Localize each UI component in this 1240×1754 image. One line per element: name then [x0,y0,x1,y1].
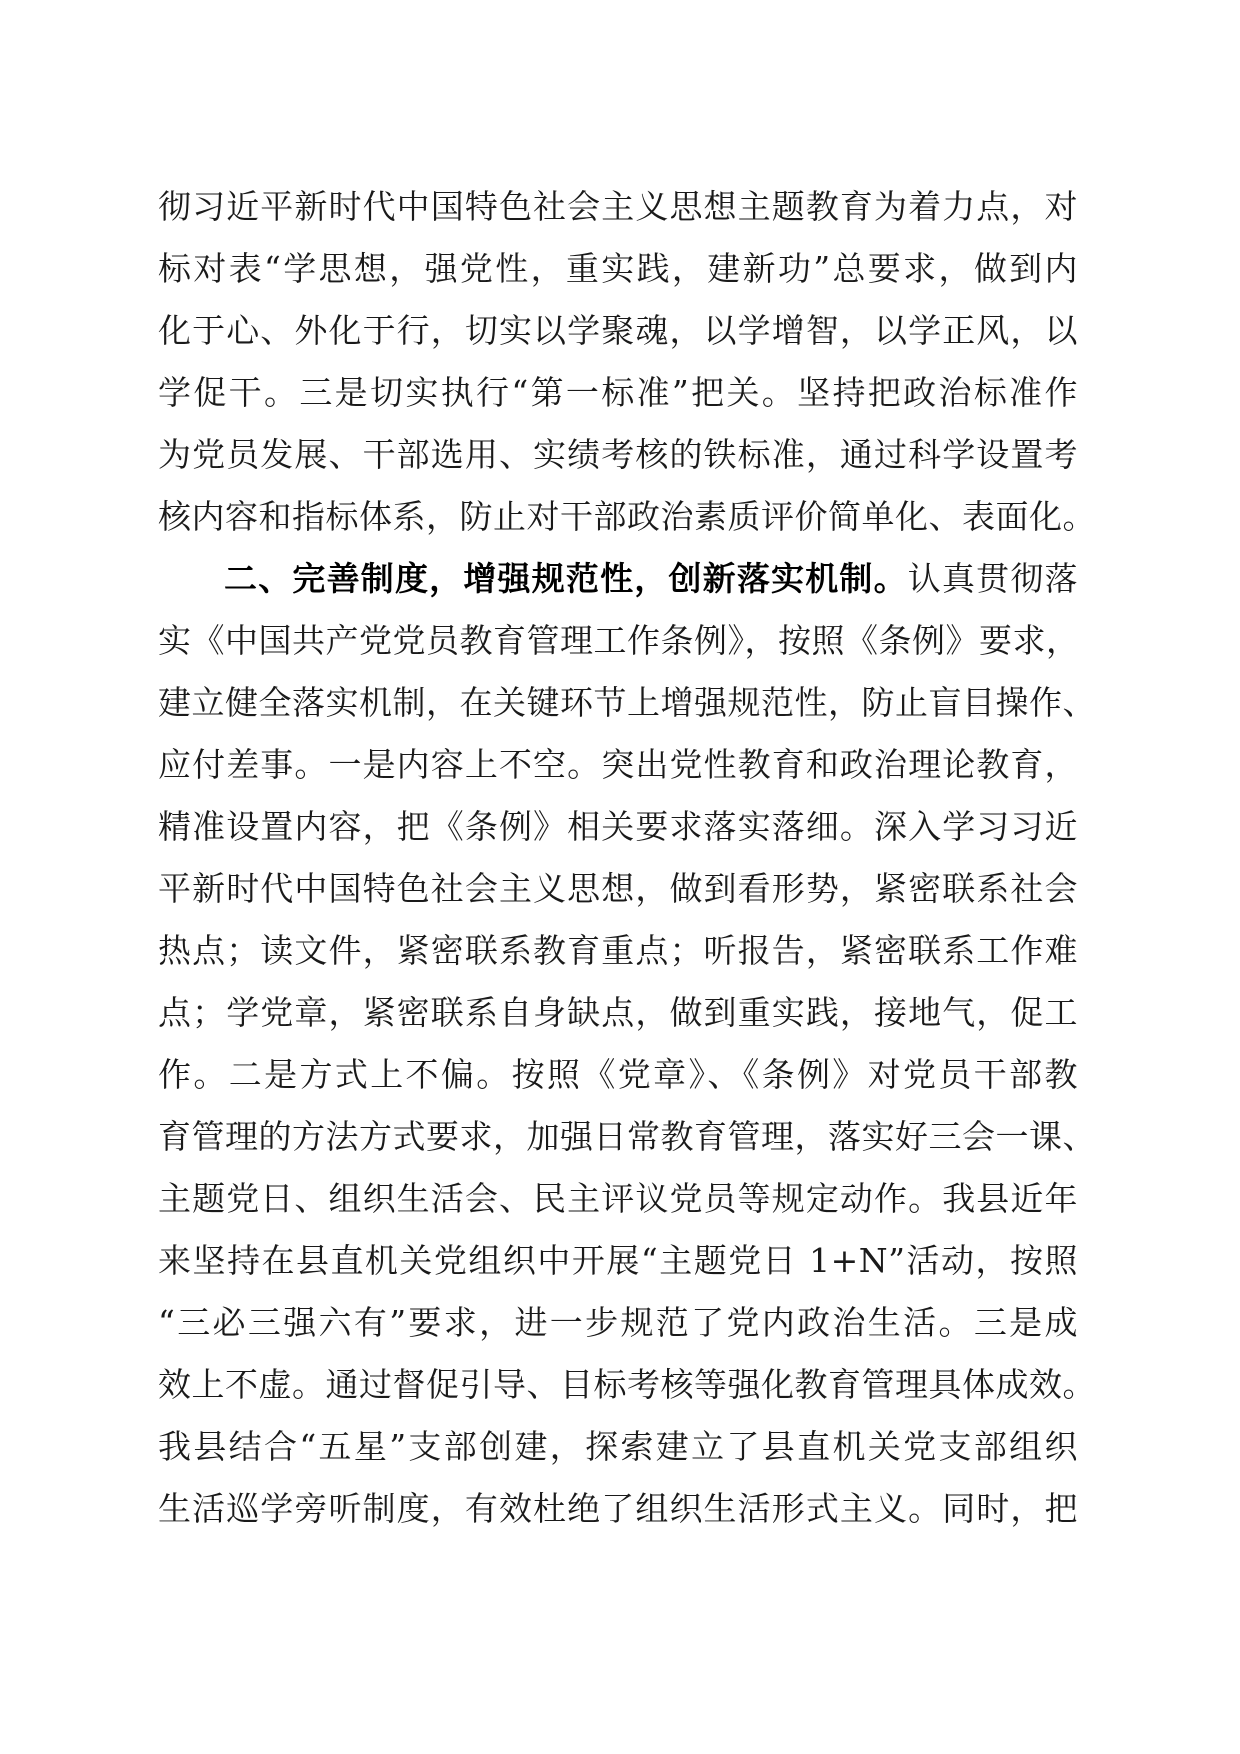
heading-line-text: 认真贯彻落 [907,559,1078,598]
text-line: 彻习近平新时代中国特色社会主义思想主题教育为着力点，对 [158,187,1078,226]
text-line: 育管理的方法方式要求，加强日常教育管理，落实好三会一课、 [158,1117,1096,1156]
text-line: 生活巡学旁听制度，有效杜绝了组织生活形式主义。同时，把 [158,1489,1078,1528]
text-line: 精准设置内容，把《条例》相关要求落实落细。深入学习习近 [158,807,1078,846]
section-heading-line [158,548,1078,610]
text-line: 实《中国共产党党员教育管理工作条例》，按照《条例》要求， [158,621,1080,660]
text-line: 化于心、外化于行，切实以学聚魂，以学增智，以学正风，以 [158,311,1078,350]
text-line: 效上不虚。通过督促引导、目标考核等强化教育管理具体成效。 [158,1365,1096,1404]
text-line: “三必三强六有”要求，进一步规范了党内政治生活。三是成 [158,1303,1078,1342]
text-line: 标对表“学思想，强党性，重实践，建新功”总要求，做到内 [158,249,1078,288]
paragraph-2 [158,548,1096,1540]
text-line: 作。二是方式上不偏。按照《党章》、《条例》对党员干部教 [158,1055,1078,1094]
text-line: 建立健全落实机制，在关键环节上增强规范性，防止盲目操作、 [158,683,1096,722]
paragraph-1 [158,176,1096,548]
text-line: 学促干。三是切实执行“第一标准”把关。坚持把政治标准作 [158,373,1078,412]
text-line: 主题党日、组织生活会、民主评议党员等规定动作。我县近年 [158,1179,1078,1218]
text-line: 为党员发展、干部选用、实绩考核的铁标准，通过科学设置考 [158,435,1078,474]
text-line: 核内容和指标体系，防止对干部政治素质评价简单化、表面化。 [158,497,1096,536]
text-line: 热点；读文件，紧密联系教育重点；听报告，紧密联系工作难 [158,931,1078,970]
text-line: 应付差事。一是内容上不空。突出党性教育和政治理论教育， [158,745,1078,784]
section-heading: 二、完善制度，增强规范性，创新落实机制。 [224,559,908,598]
text-line: 点；学党章，紧密联系自身缺点，做到重实践，接地气，促工 [158,993,1078,1032]
text-line: 来坚持在县直机关党组织中开展“主题党日 1+N”活动，按照 [158,1241,1078,1280]
text-line: 平新时代中国特色社会主义思想，做到看形势，紧密联系社会 [158,869,1078,908]
document-body [158,176,1096,1540]
text-line: 我县结合“五星”支部创建，探索建立了县直机关党支部组织 [158,1427,1078,1466]
